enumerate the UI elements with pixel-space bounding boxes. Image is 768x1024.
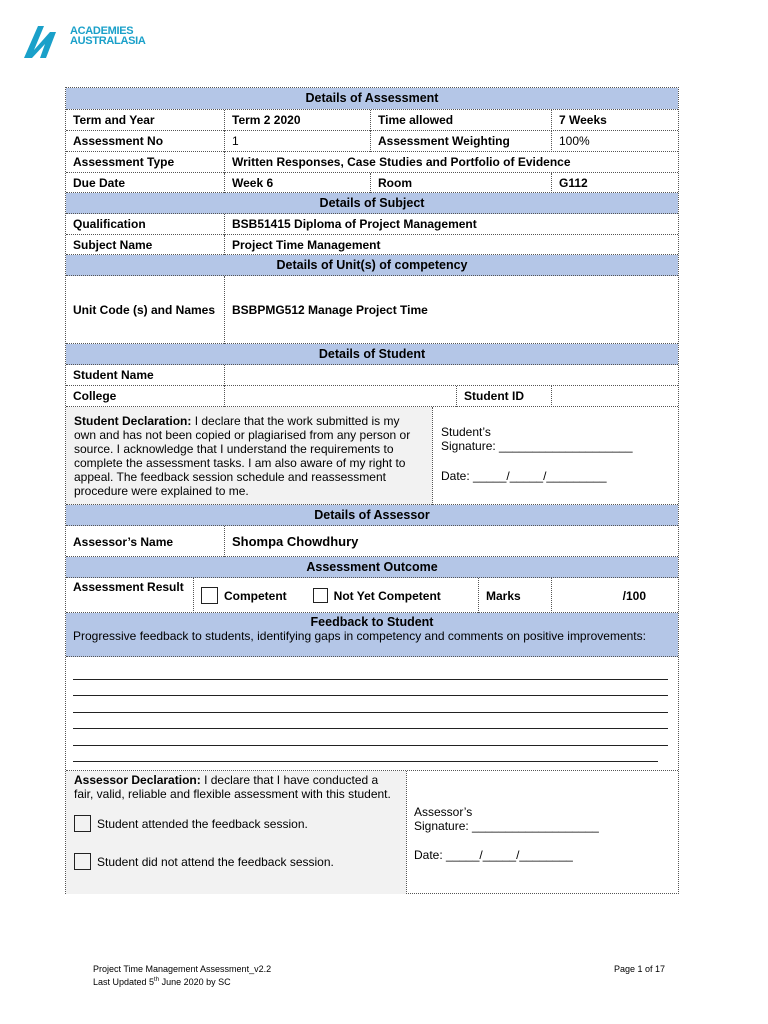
assessor-name-label [66, 526, 224, 557]
college-label: College [73, 389, 117, 403]
assessment-weighting-value: 100% [551, 131, 678, 152]
logo-a-icon [20, 22, 60, 60]
not-yet-competent-label: Not Yet Competent [333, 588, 441, 603]
time-allowed-value: 7 Weeks [551, 110, 678, 131]
unit-code-label [66, 276, 224, 344]
assessment-type-value: Written Responses, Case Studies and Portfolio of Evidence [224, 152, 678, 173]
student-date-line[interactable]: Date: _____/_____/_________ [441, 469, 607, 483]
academies-australasia-logo [20, 22, 160, 62]
details-of-student-heading: Details of Student [66, 344, 678, 365]
assessment-result-options [193, 578, 478, 613]
logo-text: ACADEMIES AUSTRALASIA [70, 25, 146, 47]
college-field[interactable] [224, 386, 456, 407]
student-declaration-title: Student Declaration: [74, 414, 192, 428]
marks-value[interactable] [551, 578, 678, 613]
competent-checkbox[interactable] [201, 587, 218, 604]
student-id-field[interactable] [551, 386, 678, 407]
feedback-line[interactable] [73, 729, 668, 746]
assessor-date-line[interactable]: Date: _____/_____/________ [414, 848, 573, 862]
feedback-lines[interactable] [66, 657, 678, 771]
marks-label-text: Marks [486, 588, 521, 603]
footer-page-number: Page 1 of 17 [614, 964, 666, 974]
feedback-line[interactable] [73, 746, 658, 763]
assessment-result-label: Assessment Result [73, 580, 184, 594]
feedback-line[interactable] [73, 696, 668, 713]
student-signature-label: Student’s [441, 425, 491, 439]
assessment-cover-form [65, 87, 679, 894]
unit-code-value-text: BSBPMG512 Manage Project Time [232, 303, 428, 317]
attended-feedback-label: Student attended the feedback session. [97, 816, 308, 831]
assessor-signature-label: Assessor’s [414, 805, 473, 819]
marks-label [478, 578, 551, 613]
footer-left [93, 964, 271, 988]
assessment-no-value: 1 [224, 131, 370, 152]
assessment-no-label: Assessment No [73, 134, 164, 148]
feedback-line[interactable] [73, 680, 668, 697]
assessor-name-label-text: Assessor’s Name [73, 534, 174, 549]
marks-value-text: /100 [622, 588, 646, 603]
assessor-signature-block [406, 771, 678, 894]
assessor-signature-line[interactable]: Signature: ___________________ [414, 819, 599, 833]
not-attended-feedback-checkbox[interactable] [74, 853, 91, 870]
footer-doc-title: Project Time Management Assessment_v2.2 [93, 964, 272, 974]
time-allowed-label: Time allowed [370, 110, 551, 131]
footer-updated-sup: th [154, 977, 160, 983]
student-declaration-text: I declare that the work submitted is my own and has not been copied or plagiarised from any person or source. I acknowledge that I understand the requirements to complete the assessment tasks. I am also aware of my right to appeal. The feedback session schedule and reassessment procedure were explained to me. [74, 414, 411, 498]
not-attended-feedback-label: Student did not attend the feedback session. [97, 854, 334, 869]
footer-updated [93, 975, 271, 988]
subject-name-value: Project Time Management [224, 235, 678, 255]
not-yet-competent-checkbox[interactable] [313, 588, 328, 603]
assessment-type-label: Assessment Type [73, 155, 175, 169]
due-date-value: Week 6 [224, 173, 370, 193]
term-value: Term 2 2020 [224, 110, 370, 131]
assessor-name-value-text: Shompa Chowdhury [232, 534, 359, 549]
details-of-assessment-heading: Details of Assessment [66, 88, 678, 109]
details-of-assessor-heading: Details of Assessor [66, 505, 678, 526]
assessment-weighting-label: Assessment Weighting [370, 131, 551, 152]
assessor-name-value [224, 526, 678, 557]
assessor-declaration-text: I declare that I have conducted a fair, valid, reliable and flexible assessment with this student. [74, 773, 391, 801]
unit-code-label-text: Unit Code (s) and Names [73, 303, 216, 317]
unit-code-value [224, 276, 678, 344]
student-signature-line[interactable]: Signature: ____________________ [441, 439, 633, 453]
feedback-heading-block [66, 613, 678, 657]
assessor-declaration-title: Assessor Declaration: [74, 773, 201, 787]
footer-updated-post: June 2020 by SC [159, 977, 231, 987]
feedback-subtitle: Progressive feedback to students, identifying gaps in competency and comments on positive improvements: [73, 629, 646, 643]
feedback-heading: Feedback to Student [310, 615, 434, 629]
subject-name-label: Subject Name [73, 238, 153, 252]
qualification-value: BSB51415 Diploma of Project Management [224, 214, 678, 235]
room-value: G112 [551, 173, 678, 193]
qualification-label: Qualification [73, 217, 146, 231]
room-label: Room [370, 173, 551, 193]
term-label: Term and Year [73, 113, 155, 127]
assessment-outcome-heading: Assessment Outcome [66, 557, 678, 578]
feedback-line[interactable] [73, 713, 668, 730]
feedback-line[interactable] [73, 663, 668, 680]
assessor-declaration [66, 771, 406, 894]
student-declaration [66, 407, 432, 505]
attended-feedback-checkbox[interactable] [74, 815, 91, 832]
student-id-label: Student ID [456, 386, 551, 407]
footer-updated-pre: Last Updated 5 [93, 977, 155, 987]
due-date-label: Due Date [73, 176, 126, 190]
competent-label: Competent [224, 588, 287, 603]
student-name-label: Student Name [73, 368, 154, 382]
details-of-subject-heading: Details of Subject [66, 193, 678, 214]
student-signature-block [432, 407, 678, 505]
details-of-unit-heading: Details of Unit(s) of competency [66, 255, 678, 276]
student-name-field[interactable] [224, 365, 678, 386]
